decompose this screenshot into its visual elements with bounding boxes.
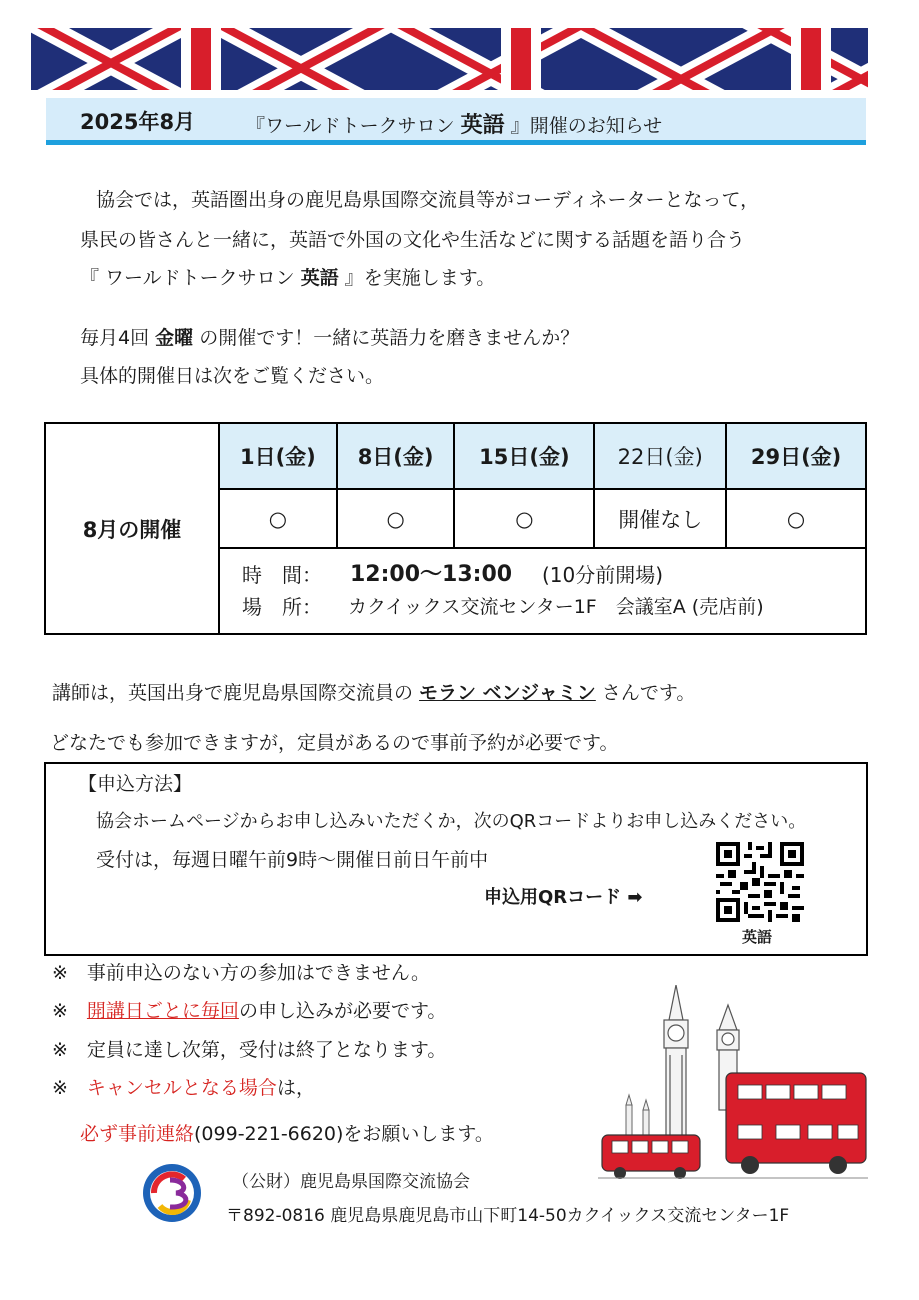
schedule-month-label: 8月の開催 bbox=[45, 423, 219, 634]
schedule-time-row bbox=[220, 559, 865, 591]
intro-line-1: 協会では，英語圏出身の鹿児島県国際交流員等がコーディネーターとなって， bbox=[96, 189, 760, 211]
instructor-name: モラン ベンジャミン bbox=[419, 682, 596, 704]
schedule-status-3: ○ bbox=[454, 489, 594, 548]
schedule-date-1: 1日(金) bbox=[219, 423, 337, 489]
place-value: カクイックス交流センター1F 会議室A (売店前) bbox=[348, 596, 764, 618]
association-logo bbox=[140, 1162, 204, 1224]
note-3: ※ 定員に達し次第，受付は終了となります。 bbox=[52, 1039, 447, 1061]
anyone-line: どなたでも参加できますが，定員があるので事前予約が必要です。 bbox=[50, 732, 619, 754]
schedule-date-4: 22日(金) bbox=[594, 423, 726, 489]
time-value: 12:00～13:00 bbox=[350, 562, 513, 587]
note-2: ※ 開講日ごとに毎回の申し込みが必要です。 bbox=[52, 1000, 447, 1022]
apply-heading: 【申込方法】 bbox=[78, 773, 193, 795]
intro-line-3: 『 ワールドトークサロン 英語 』を実施します。 bbox=[80, 267, 496, 289]
apply-line-2: 受付は，毎週日曜午前9時～開催日前日午前中 bbox=[96, 849, 489, 871]
title-text: 『ワールドトークサロン 英語 』開催のお知らせ bbox=[246, 113, 663, 138]
apply-line-1: 協会ホームページからお申し込みいただくか，次のQRコードよりお申し込みください。 bbox=[96, 811, 807, 832]
schedule-status-4: 開催なし bbox=[594, 489, 726, 548]
union-jack-banner bbox=[31, 28, 868, 90]
title-language: 英語 bbox=[460, 113, 505, 138]
note-4: ※ キャンセルとなる場合は， bbox=[52, 1077, 315, 1099]
title-bar bbox=[46, 98, 866, 145]
schedule-status-1: ○ bbox=[219, 489, 337, 548]
schedule-date-5: 29日(金) bbox=[726, 423, 866, 489]
title-date: 2025年8月 bbox=[80, 110, 196, 134]
time-note: (10分前開場) bbox=[542, 563, 664, 587]
schedule-table bbox=[44, 422, 867, 635]
qr-caption: 英語 bbox=[742, 928, 773, 946]
footer-address: 〒892-0816 鹿児島県鹿児島市山下町14-50カクイックス交流センター1F bbox=[226, 1206, 790, 1226]
instructor-line: 講師は，英国出身で鹿児島県国際交流員の モラン ベンジャミン さんです。 bbox=[52, 682, 696, 704]
qr-code[interactable] bbox=[716, 842, 804, 922]
intro-line-4: 毎月4回 金曜 の開催です！一緒に英語力を磨きませんか？ bbox=[80, 327, 580, 349]
schedule-status-2: ○ bbox=[337, 489, 455, 548]
time-label: 時 間： bbox=[242, 563, 322, 587]
qr-label: 申込用QRコード ➡ bbox=[484, 887, 643, 908]
place-label: 場 所： bbox=[242, 595, 322, 619]
footer-org: （公財）鹿児島県国際交流協会 bbox=[232, 1172, 470, 1192]
intro-line-2: 県民の皆さんと一緒に，英語で外国の文化や生活などに関する話題を語り合う bbox=[80, 229, 746, 251]
schedule-status-5: ○ bbox=[726, 489, 866, 548]
schedule-place-row bbox=[220, 591, 865, 623]
schedule-date-3: 15日(金) bbox=[454, 423, 594, 489]
note-5: 必ず事前連絡(099-221-6620)をお願いします。 bbox=[80, 1123, 494, 1145]
intro-line-5: 具体的開催日は次をご覧ください。 bbox=[80, 365, 385, 387]
london-illustration bbox=[598, 985, 868, 1180]
schedule-date-2: 8日(金) bbox=[337, 423, 455, 489]
note-1: ※ 事前申込のない方の参加はできません。 bbox=[52, 962, 431, 984]
schedule-info bbox=[219, 548, 866, 634]
